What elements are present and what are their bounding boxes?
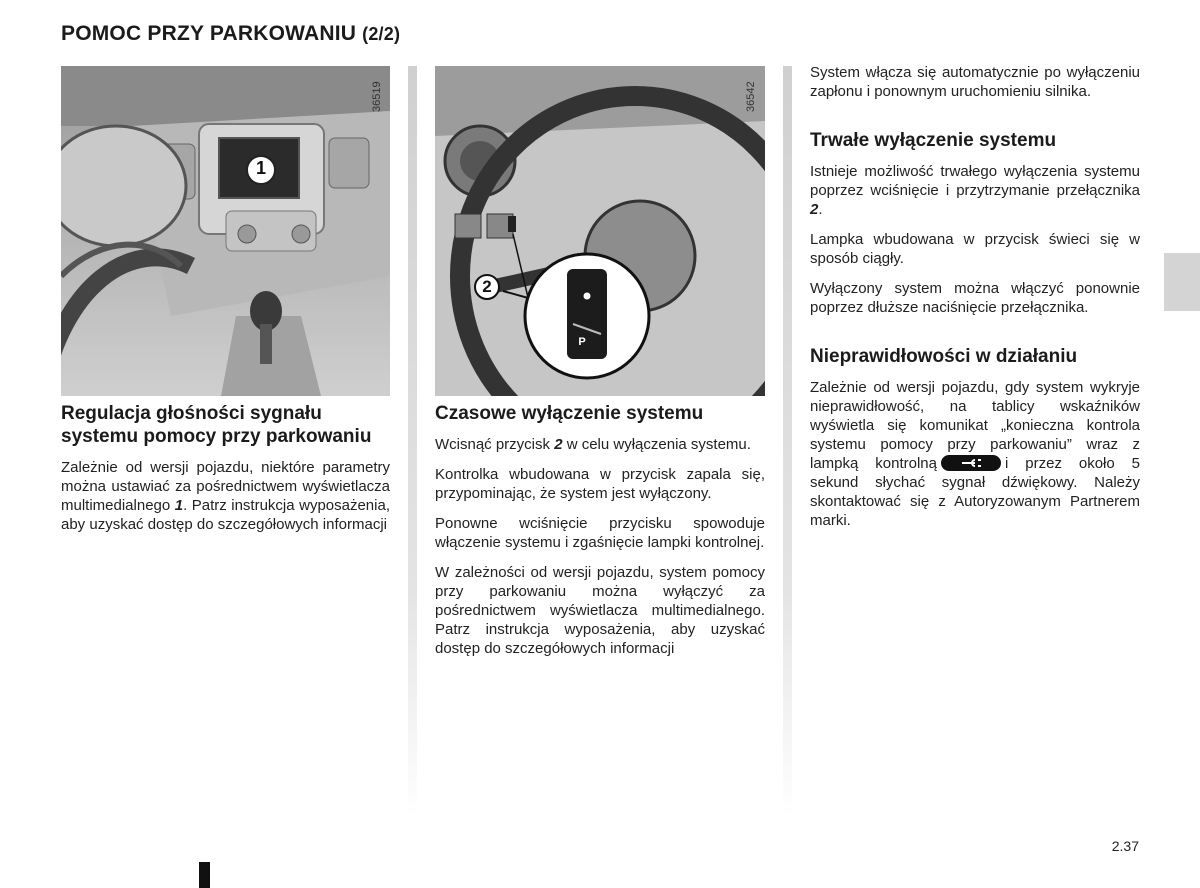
column-middle (435, 402, 765, 669)
column-separator (408, 66, 417, 816)
paragraph (810, 162, 1140, 219)
page-title-text: POMOC PRZY PARKOWANIU (61, 22, 357, 45)
text: i przez około 5 sekund słychać sygnał dźwiękowy. Należy skontaktować się z Autoryzowanym Partnerem marki. (810, 455, 1141, 529)
text: Istnieje możliwość trwałego wyłączenia systemu poprzez wciśnięcie i przytrzymanie przełącznika (810, 163, 1140, 199)
reference-number: 2 (810, 201, 819, 218)
paragraph: W zależności od wersji pojazdu, system pomocy przy parkowaniu można wyłączyć za pośrednictwem wyświetlacza multimedialnego. Patrz instrukcja wyposażenia, aby uzyskać dostęp do szczegółowych informacji (435, 564, 765, 657)
wrench-icon (941, 455, 1001, 471)
page-number: 2.37 (1111, 838, 1139, 854)
text: Zależnie od wersji pojazdu, gdy system wykryje nieprawidłowość, na tablicy wskaźników wyświetla się komunikat „konieczna kontrola systemu pomocy przy parkowaniu” wraz z lampką kontrolną (810, 379, 1140, 472)
section-heading: Czasowe wyłączenie systemu (435, 403, 704, 424)
callout-1: 1 (255, 158, 266, 178)
section-tab (1164, 253, 1200, 311)
text: . (818, 201, 823, 218)
steering-illustration (435, 66, 765, 396)
paragraph: Wyłączony system można włączyć ponownie poprzez dłuższe naciśnięcie przełącznika. (810, 280, 1140, 316)
figure-steering (435, 66, 765, 396)
paragraph: Lampka wbudowana w przycisk świeci się w sposób ciągły. (810, 231, 1140, 267)
crop-mark (199, 862, 210, 888)
paragraph: Ponowne wciśnięcie przycisku spowoduje włączenie systemu i zgaśnięcie lampki kontrolnej. (435, 515, 765, 551)
section-heading: Trwałe wyłączenie systemu (810, 130, 1057, 151)
paragraph (810, 378, 1140, 530)
reference-number: 1 (174, 497, 184, 514)
paragraph (435, 435, 765, 454)
text: Zależnie od wersji pojazdu, niektóre parametry można ustawiać za pośrednictwem wyświetlacza multimedialnego (61, 459, 390, 514)
column-left (61, 402, 390, 545)
callout-2: 2 (482, 277, 492, 296)
column-right (810, 63, 1140, 541)
paragraph: Kontrolka wbudowana w przycisk zapala się, przypominając, że system jest wyłączony. (435, 466, 765, 502)
paragraph (61, 458, 390, 534)
switch-label: P (578, 336, 586, 348)
section-heading: Regulacja głośności sygnału systemu pomocy przy parkowaniu (61, 403, 372, 447)
text: w celu wyłączenia systemu. (562, 436, 751, 453)
text: Wcisnąć przycisk (435, 436, 555, 453)
dashboard-illustration (61, 66, 390, 396)
figure-code: 36542 (745, 81, 757, 112)
section-heading: Nieprawidłowości w działaniu (810, 346, 1078, 367)
figure-dashboard (61, 66, 390, 396)
paragraph: System włącza się automatycznie po wyłączeniu zapłonu i ponownym uruchomieniu silnika. (810, 64, 1140, 100)
figure-code: 36519 (371, 81, 383, 112)
text: . Patrz instrukcja wyposażenia, aby uzyskać dostęp do szczegółowych informacji (61, 497, 390, 533)
reference-number: 2 (554, 436, 563, 453)
column-separator (783, 66, 792, 816)
page-part: (2/2) (362, 24, 401, 44)
page-title (61, 22, 400, 46)
